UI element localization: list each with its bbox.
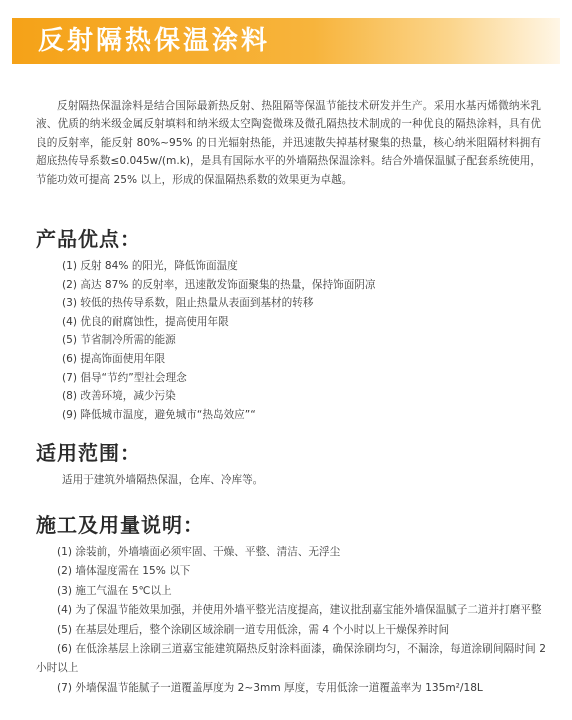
scope-heading: 适用范围： (36, 441, 141, 465)
list-item: (2) 高达 87% 的反射率，迅速散发饰面聚集的热量，保持饰面阴凉 (62, 278, 376, 291)
list-item: (8) 改善环境，减少污染 (62, 390, 176, 403)
list-item: (1) 反射 84% 的阳光，降低饰面温度 (62, 260, 238, 272)
list-item: (5) 在基层处理后，整个涂刷区域涂刷一道专用低涂，需 4 个小时以上干燥保养时间 (57, 623, 450, 636)
list-item: (3) 施工气温在 5℃以上 (57, 584, 172, 597)
list-item: (7) 外墙保温节能腻子一道覆盖厚度为 2~3mm 厚度，专用低涂一道覆盖率为 135m²/18L (57, 681, 483, 694)
advantages-heading: 产品优点： (36, 227, 141, 251)
list-item: (5) 节省制冷所需的能源 (62, 334, 176, 347)
list-item: (1) 涂装前，外墙墙面必须牢固、干燥、平整、清洁、无浮尘 (57, 546, 341, 558)
list-item: (3) 较低的热传导系数，阻止热量从表面到基材的转移 (62, 297, 314, 310)
intro-paragraph: 反射隔热保温涂料是结合国际最新热反射、热阻隔等保温节能技术研发并生产。采用水基丙烯微纳米乳液、优质的纳米级金属反射填料和纳米级太空陶瓷微珠及微孔隔热技术制成的一种优良的隔热涂料，具有优良的反射率，能反射 80%~95% 的日光辐射热能，并迅速散失掉基材聚集的热量，核心纳米阻隔材料拥有超底热传导系数≤0.045w/(m.k)，是具有国际水平的外墙隔热保温涂料。结合外墙保温腻子配套系统使用，节能功效可提高 25% 以上，形成的保温隔热系数的效果更为卓越。 (36, 100, 541, 186)
list-item: (2) 墙体湿度需在 15% 以下 (57, 565, 191, 578)
page-title: 反射隔热保温涂料 (38, 26, 271, 56)
construction-steps (36, 543, 546, 698)
construction-heading: 施工及用量说明： (36, 513, 204, 537)
list-item: (7) 倡导“节约”型社会理念 (62, 371, 187, 384)
scope-text: 适用于建筑外墙隔热保温，仓库、冷库等。 (62, 474, 264, 486)
list-item: (6) 在低涂基层上涂刷三道嘉宝能建筑隔热反射涂料面漆，确保涂刷均匀，不漏涂，每道涂刷间隔时间 2 小时以上 (36, 643, 546, 675)
list-item: (9) 降低城市温度，避免城市“热岛效应”“ (62, 408, 256, 421)
title-banner (12, 18, 560, 64)
list-item: (4) 优良的耐腐蚀性，提高使用年限 (62, 315, 229, 328)
list-item: (6) 提高饰面使用年限 (62, 352, 166, 365)
advantages-list (62, 257, 376, 424)
list-item: (4) 为了保温节能效果加强，并使用外墙平整光洁度提高，建议批刮嘉宝能外墙保温腻子二道并打磨平整 (57, 604, 542, 617)
